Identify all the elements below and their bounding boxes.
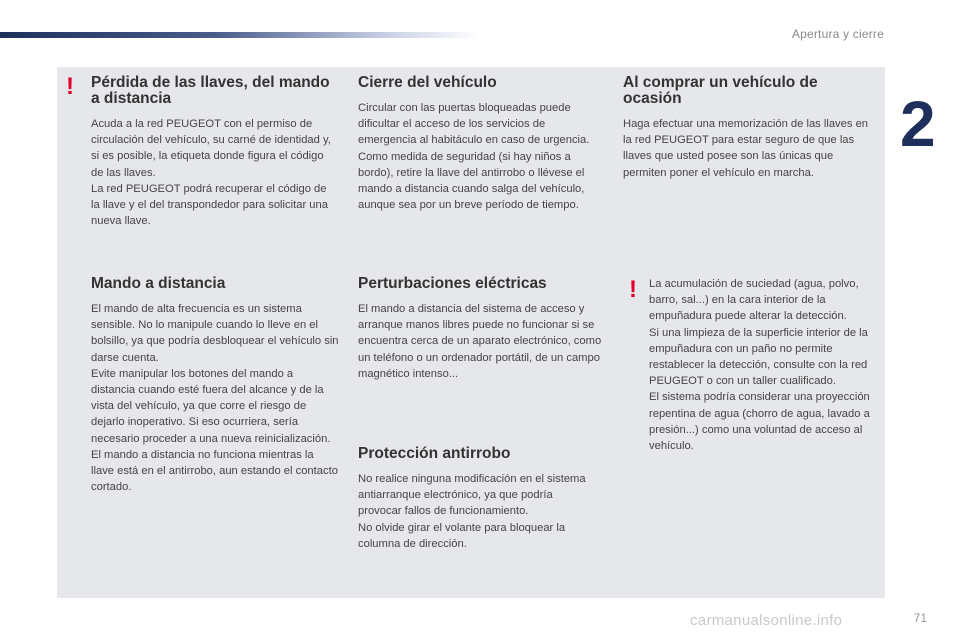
used-vehicle-text: Haga efectuar una memorización de las llaves en la red PEUGEOT para estar seguro de que las llaves que usted posee son las únicas que permiten poner el vehículo en marcha. xyxy=(623,118,869,179)
vehicle-locking-text: Circular con las puertas bloqueadas puede dificultar el acceso de los servicios de emergencia al habitáculo en caso de urgencia. Como medida de seguridad (si hay niños a bordo), retire la llave del antirrobo o llévese el mando a distancia cuando salga del vehículo, aunque sea por un breve período de tiempo. xyxy=(358,102,590,212)
lost-keys-title: Pérdida de las llaves, del mando a distancia xyxy=(91,74,330,107)
electrical-interference-section xyxy=(358,276,612,382)
remote-control-title: Mando a distancia xyxy=(91,275,226,292)
electrical-interference-text: El mando a distancia del sistema de acceso y arranque manos libres puede no funcionar si se encuentra cerca de un aparato electrónico, como un teléfono o un ordenador portátil, de un campo magnético intenso... xyxy=(358,303,602,380)
page-number: 71 xyxy=(913,611,927,625)
anti-theft-section xyxy=(358,446,594,552)
anti-theft-title: Protección antirrobo xyxy=(358,445,511,462)
electrical-interference-title: Perturbaciones eléctricas xyxy=(358,275,547,292)
header-gradient-bar xyxy=(0,32,480,38)
dirt-warning-section xyxy=(649,276,875,454)
remote-control-text: El mando de alta frecuencia es un sistema sensible. No lo manipule cuando lo lleve en el bolsillo, ya que podría desbloquear el vehículo sin darse cuenta. Evite manipular los botones del mando a distancia cuando esté fuera del alcance y de la vista del vehículo, ya que corre el riesgo de dejarlo inoperativo. Si eso ocurriera, sería necesario proceder a una nueva reinicialización. El mando a distancia no funciona mientras la llave está en el antirrobo, aun estando el contacto cortado. xyxy=(91,303,339,494)
vehicle-locking-title: Cierre del vehículo xyxy=(358,74,497,91)
remote-control-section xyxy=(91,276,339,495)
warning-icon: ! xyxy=(66,73,74,100)
used-vehicle-section xyxy=(623,75,875,181)
warning-icon: ! xyxy=(629,276,637,303)
used-vehicle-title: Al comprar un vehículo de ocasión xyxy=(623,74,818,107)
chapter-number: 2 xyxy=(900,88,936,160)
section-title: Apertura y cierre xyxy=(791,27,884,41)
anti-theft-text: No realice ninguna modificación en el sistema antiarranque electrónico, ya que podría provocar fallos de funcionamiento. No olvide girar el volante para bloquear la columna de dirección. xyxy=(358,473,586,550)
dirt-warning-text: La acumulación de suciedad (agua, polvo, barro, sal...) en la cara interior de la empuñadura puede alterar la detección. Si una limpieza de la superficie interior de la empuñadura con un paño no permite restablecer la detección, consulte con la red PEUGEOT o con un taller cualificado. El sistema podría considerar una proyección repentina de agua (chorro de agua, lavado a presión...) como una voluntad de acceso al vehículo. xyxy=(649,278,870,453)
watermark-text: carmanualsonline.info xyxy=(690,612,843,629)
vehicle-locking-section xyxy=(358,75,600,213)
lost-keys-text: Acuda a la red PEUGEOT con el permiso de circulación del vehículo, su carné de identidad y, si es posible, la etiqueta donde figura el código de las llaves. La red PEUGEOT podrá recuperar el código de la llave y el del transpondedor para solicitar una nueva llave. xyxy=(91,118,331,228)
lost-keys-section xyxy=(91,75,331,229)
